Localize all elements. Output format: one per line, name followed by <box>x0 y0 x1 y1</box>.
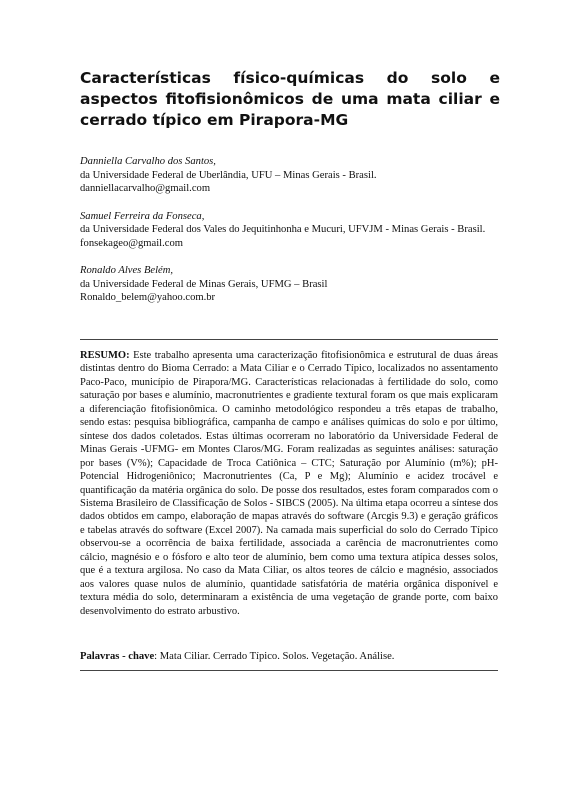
divider-top <box>80 339 498 340</box>
author-email: Ronaldo_belem@yahoo.com.br <box>80 292 216 303</box>
keywords <box>80 650 498 664</box>
author-list <box>80 155 498 319</box>
author-affiliation: da Universidade Federal de Minas Gerais, UFMG – Brasil <box>80 278 328 290</box>
abstract-text: Este trabalho apresenta uma caracterização fitofisionômica e estrutural de duas áreas distintas dentro do Bioma Cerrado: a Mata Ciliar e o Cerrado Típico, localizados no assentamento Paco-Paco, município de Pirapora/MG. Características relacionadas à fertilidade do solo, como saturação por bases e alumínio, macronutrientes e gradiente textural foram os que mais explicaram a diferenciação fitofisionômica. O caminho metodológico respondeu a três etapas de trabalho, sendo estas: pesquisa bibliográfica, campanha de campo e análises químicas do solo e por último, síntese dos dados coletados. Estas últimas ocorreram no laboratório da Universidade Federal de Minas Gerais -UFMG- em Montes Claros/MG. Foram realizadas as seguintes análises: saturação por bases (V%); Capacidade de Troca Catiônica – CTC; Saturação por Alumínio (m%); pH-Potencial Hidrogeniônico; Macronutrientes (Ca, P e Mg); Alumínio e acidez trocável e quantificação da matéria orgânica do solo. De posse dos resultados, estes foram comparados com o Sistema Brasileiro de Classificação de Solos - SIBCS (2005). Na última etapa ocorreu a síntese dos dados obtidos em campo, elaboração de mapas através do software (Arcgis 9.3) e geração gráficos e tabelas através do software (Excel 2007). Na camada mais superficial do solo do Cerrado Típico observou-se a ocorrência de baixa fertilidade, associada a carência de macronutrientes como cálcio, magnésio e o fósforo e alto teor de alumínio, bem como uma textura atípica desses solos, que é a textura argilosa. No caso da Mata Ciliar, os altos teores de cálcio e magnésio, associados aos valores quase nulos de alumínio, quantidade satisfatória de matéria orgânica disponível e textura média do solo, determinaram a existência de uma vegetação de grande porte, com baixo desenvolvimento do estrato arbustivo. <box>80 350 498 617</box>
abstract-label: RESUMO: <box>80 350 130 361</box>
abstract <box>80 349 498 618</box>
paper-title: Características físico-químicas do solo e aspectos fitofisionômicos de uma mata ciliar e cerrado típico em Pirapora-MG <box>80 69 500 129</box>
author-name: Samuel Ferreira da Fonseca, <box>80 210 205 222</box>
author-block <box>80 210 498 251</box>
divider-bottom <box>80 670 498 671</box>
author-affiliation: da Universidade Federal dos Vales do Jequitinhonha e Mucuri, UFVJM - Minas Gerais - Brasil. <box>80 224 486 235</box>
author-email: danniellacarvalho@gmail.com <box>80 183 211 194</box>
author-block <box>80 155 498 196</box>
author-email: fonsekageo@gmail.com <box>80 237 184 249</box>
author-affiliation: da Universidade Federal de Uberlândia, UFU – Minas Gerais - Brasil. <box>80 169 377 181</box>
keywords-text: : Mata Ciliar. Cerrado Típico. Solos. Vegetação. Análise. <box>154 651 395 662</box>
author-name: Danniella Carvalho dos Santos, <box>80 156 216 167</box>
keywords-label: Palavras - chave <box>80 651 155 662</box>
author-block <box>80 264 498 305</box>
author-name: Ronaldo Alves Belém, <box>80 265 174 276</box>
